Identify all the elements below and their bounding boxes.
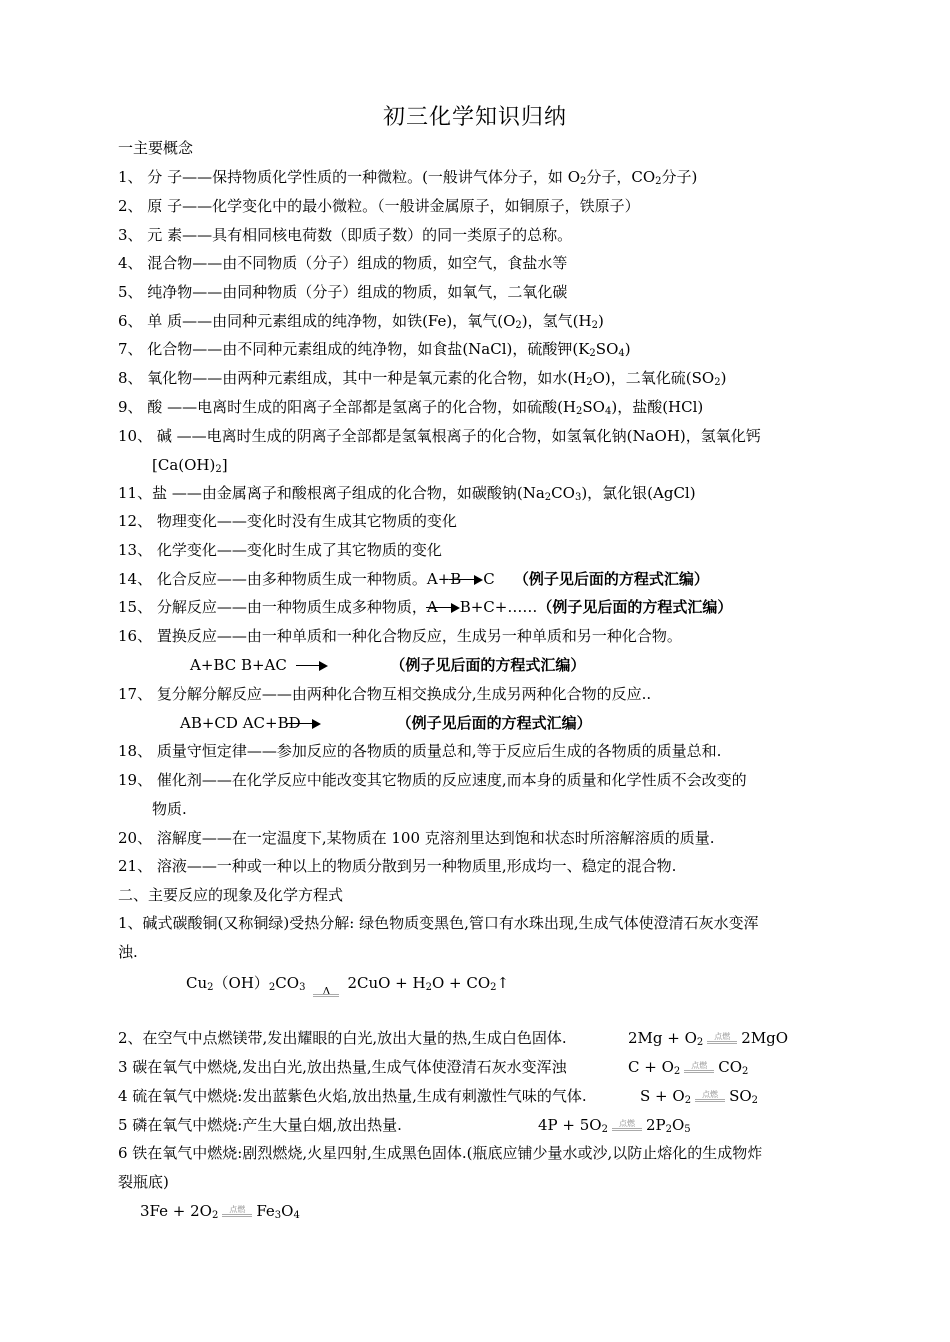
reaction-6-equation: $3Fe + 2O_2$ 点燃 $Fe_3O_4$: [140, 1202, 300, 1221]
definition-decomposition-reaction: 15、 分解反应——由一种物质生成多种物质，A B+C+……（例子见后面的方程式汇编）: [118, 598, 733, 616]
definition-mixture: 4、 混合物——由不同物质（分子）组成的物质，如空气，食盐水等: [118, 254, 568, 272]
definition-catalyst: 19、 催化剂——在化学反应中能改变其它物质的反应速度,而本身的质量和化学性质不会改变的: [118, 771, 747, 789]
reaction-1-equation: $Cu_2(OH)_2CO_3$ Δ $2CuO + H_2O$ + $CO_2↑$: [186, 974, 510, 998]
definition-solubility: 20、 溶解度——在一定温度下,某物质在 100 克溶剂里达到饱和状态时所溶解溶质的质量.: [118, 829, 715, 847]
definition-displacement-reaction: 16、 置换反应——由一种单质和一种化合物反应，生成另一种单质和另一种化合物。: [118, 627, 682, 645]
reaction-6-description: 6 铁在氧气中燃烧:剧烈燃烧,火星四射,生成黑色固体.(瓶底应铺少量水或沙,以防止熔化的生成物炸: [118, 1144, 763, 1162]
definition-element: 3、 元 素——具有相同核电荷数（即质子数）的同一类原子的总称。: [118, 226, 573, 244]
ignite-condition-icon: 点燃: [220, 1202, 254, 1222]
definition-pure-substance: 5、 纯净物——由同种物质（分子）组成的物质，如氧气，二氧化碳: [118, 283, 568, 301]
reaction-6-description-cont: 裂瓶底): [118, 1173, 169, 1191]
definition-double-decomposition: 17、 复分解分解反应——由两种化合物互相交换成分,生成另两种化合物的反应..: [118, 685, 652, 703]
definition-salt: 11、盐 ——由金属离子和酸根离子组成的化合物，如碳酸钠$(Na_2CO_3)$，氯化银(AgCl): [118, 484, 696, 503]
section-heading-concepts: 一主要概念: [118, 139, 194, 157]
definition-compound: 7、 化合物——由不同种元素组成的纯净物，如食盐(NaCl)，硫酸钾$(K_2SO_4)$: [118, 340, 631, 359]
arrow-icon: [449, 575, 483, 585]
reaction-3-description: 3 碳在氧气中燃烧,发出白光,放出热量,生成气体使澄清石灰水变浑浊: [118, 1058, 567, 1076]
ignite-condition-icon: 点燃: [693, 1087, 727, 1107]
ignite-condition-icon: 点燃: [705, 1029, 739, 1049]
definition-solution: 21、 溶液——一种或一种以上的物质分散到另一种物质里,形成均一、稳定的混合物.: [118, 857, 677, 875]
displacement-equation: A+BC B+AC （例子见后面的方程式汇编）: [190, 656, 586, 674]
ignite-condition-icon: 点燃: [610, 1116, 644, 1136]
page-title: 初三化学知识归纳: [382, 105, 567, 130]
ignite-condition-icon: 点燃: [682, 1058, 716, 1078]
definition-mass-conservation: 18、 质量守恒定律——参加反应的各物质的质量总和,等于反应后生成的各物质的质量总和.: [118, 742, 722, 760]
reaction-4-description: 4 硫在氧气中燃烧:发出蓝紫色火焰,放出热量,生成有刺激性气味的气体.: [118, 1087, 587, 1105]
definition-oxide: 8、 氧化物——由两种元素组成，其中一种是氧元素的化合物，如水$(H_2O)$，二氧化硫$(SO_2)$: [118, 369, 727, 388]
reaction-1-description: 1、碱式碳酸铜(又称铜绿)受热分解: 绿色物质变黑色,管口有水珠出现,生成气体使澄清石灰水变浑: [118, 914, 759, 932]
heat-condition-icon: Δ: [311, 974, 341, 994]
reaction-4-equation: $S + O_2$ 点燃 $SO_2$: [640, 1087, 759, 1106]
definition-catalyst-cont: 物质.: [152, 800, 187, 818]
reaction-3-equation: $C + O_2$ 点燃 $CO_2$: [628, 1058, 749, 1077]
definition-physical-change: 12、 物理变化——变化时没有生成其它物质的变化: [118, 512, 457, 530]
arrow-icon: [287, 719, 321, 729]
reaction-2-description: 2、在空气中点燃镁带,发出耀眼的白光,放出大量的热,生成白色固体.: [118, 1029, 567, 1047]
definition-atom: 2、 原 子——化学变化中的最小微粒。（一般讲金属原子，如铜原子，铁原子）: [118, 197, 640, 215]
definition-simple-substance: 6、 单 质——由同种元素组成的纯净物，如铁(Fe)，氧气$(O_2)$，氢气$(H_2)$: [118, 312, 604, 331]
arrow-icon: [296, 661, 328, 671]
reaction-2-equation: $2Mg + O_2$ 点燃 2MgO: [628, 1029, 789, 1048]
arrow-icon: [426, 603, 460, 613]
definition-molecule: 1、 分 子——保持物质化学性质的一种微粒。(一般讲气体分子，如 $O_2$分子，$CO_2$分子): [118, 168, 698, 187]
reaction-5-equation: $4P + 5O_2$ 点燃 $2P_2O_5$: [538, 1116, 691, 1135]
reaction-5-description: 5 磷在氧气中燃烧:产生大量白烟,放出热量.: [118, 1116, 402, 1134]
section-heading-reactions: 二、主要反应的现象及化学方程式: [118, 886, 344, 904]
definition-base-cont: $[Ca(OH)_2]$: [152, 456, 228, 475]
double-decomposition-equation: AB+CD AC+BD （例子见后面的方程式汇编）: [180, 714, 592, 732]
definition-acid: 9、 酸 ——电离时生成的阳离子全部都是氢离子的化合物，如硫酸$(H_2SO_4)$，盐酸(HCl): [118, 398, 704, 417]
definition-chemical-change: 13、 化学变化——变化时生成了其它物质的变化: [118, 541, 442, 559]
reaction-1-description-cont: 浊.: [118, 943, 138, 961]
definition-base: 10、 碱 ——电离时生成的阴离子全部都是氢氧根离子的化合物，如氢氧化钠(NaOH)，氢氧化钙: [118, 427, 761, 445]
definition-combination-reaction: 14、 化合反应——由多种物质生成一种物质。A+B C （例子见后面的方程式汇编）: [118, 570, 709, 588]
